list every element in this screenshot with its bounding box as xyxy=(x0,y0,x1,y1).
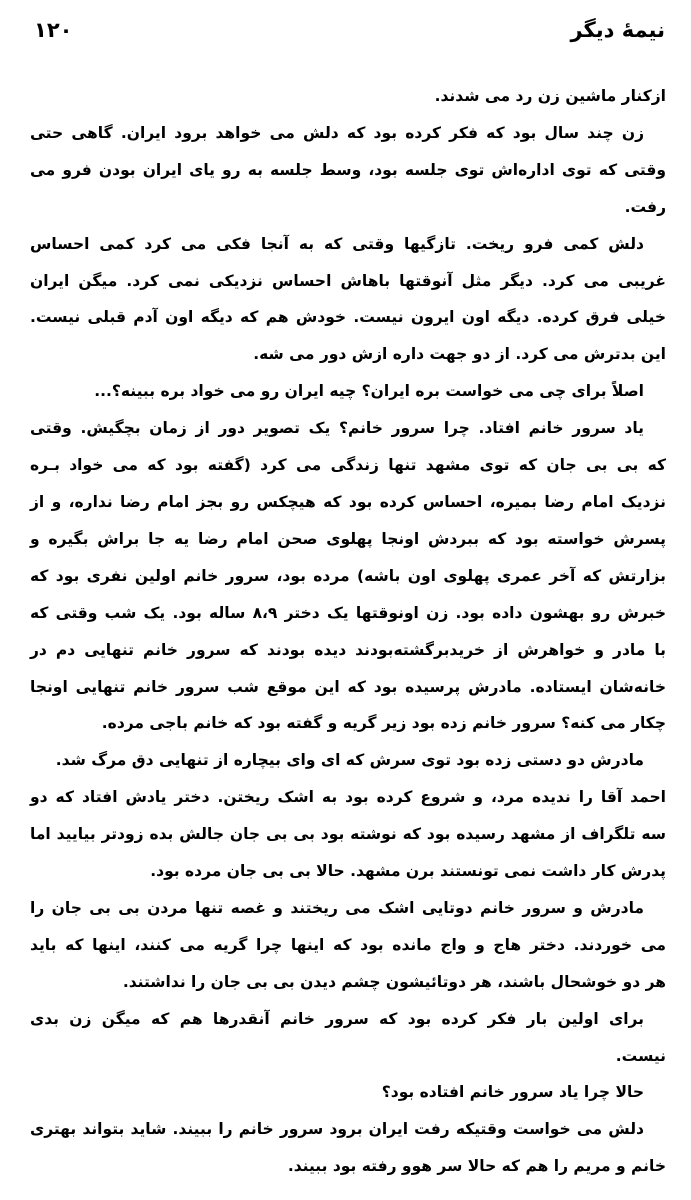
text-line: خانه‌شان ایستاده. مادرش پرسیده بود که این موقع شب سرور خانم تنهایی اونجا xyxy=(30,677,666,696)
text-line: برای اولین بار فکر کرده بود که سرور خانم آنقدرها هم که میگن زن بدی xyxy=(30,1009,644,1028)
text-line: خبرش رو بهشون داده بود. زن اونوقتها یک دختر ۸،۹ ساله بود. یک شب وقتی که xyxy=(30,603,666,622)
text-line: حالا چرا یاد سرور خانم افتاده بود؟ xyxy=(381,1083,644,1102)
text-line: غریبی می کرد. دیگر مثل آنوقتها باهاش احساس نزدیکی نمی کرد. میگن ایران xyxy=(30,271,666,290)
text-line: خانم و مریم را هم که حالا سر هوو رفته بود ببیند. xyxy=(287,1157,666,1176)
text-line: سه تلگراف از مشهد رسیده بود که نوشته بود بی بی جان جالش بده زودتر بیایید اما xyxy=(30,825,666,844)
text-line: اصلاً برای چی می خواست بره ایران؟ چیه ایران رو می خواد بره ببینه؟... xyxy=(94,382,644,401)
text-line: پسرش خواسته بود که ببردش اونجا پهلوی صحن امام رضا یه جا براش بگیره و xyxy=(30,529,666,548)
text-line: هر دو خوشحال باشند، هر دوتائیشون چشم دیدن بی بی جان را نداشتند. xyxy=(122,972,666,991)
text-line: مادرش و سرور خانم دوتایی اشک می ریختند و غصه تنها مردن بی بی جان را xyxy=(30,898,644,917)
text-line: دلش کمی فرو ریخت. تازگیها وقتی که به آنجا فکی می کرد کمی احساس xyxy=(30,234,644,253)
text-line: مادرش دو دستی زده بود توی سرش که ای وای بیچاره از تنهایی دق مرگ شد. xyxy=(55,751,644,770)
page-body-text xyxy=(30,78,666,1185)
text-line: این بدترش می کرد. از دو جهت داره ازش دور می شه. xyxy=(253,345,666,364)
text-line: وقتی که توی اداره‌اش توی جلسه بود، وسط جلسه به رو یای ایران بودن فرو می xyxy=(30,160,666,179)
text-line: خیلی فرق کرده. دیگه اون ایرون نیست. خودش هم که دیگه اون آدم قبلی نیست. xyxy=(30,308,666,327)
running-head-title: نیمهٔ دیگر xyxy=(570,18,665,42)
text-line: پدرش کار داشت نمی تونستند برن مشهد. حالا بی بی جان مرده بود. xyxy=(150,862,666,881)
text-line: می خوردند. دختر هاج و واج مانده بود که اینها چرا گریه می کنند، اینها که باید xyxy=(30,935,666,954)
text-line: بزارتش که آخر عمری پهلوی اون باشه) مرده بود، سرور خانم اولین نفری بود که xyxy=(30,566,666,585)
text-line: یاد سرور خانم افتاد. چرا سرور خانم؟ یک تصویر دور از زمان بچگیش. وقتی xyxy=(30,419,644,438)
text-line: ازکنار ماشین زن رد می شدند. xyxy=(434,87,666,105)
text-line: احمد آقا را ندیده مرد، و شروع کرده بود به اشک ریختن. دختر یادش افتاد که دو xyxy=(30,788,666,807)
text-line: دلش می خواست وقتیکه رفت ایران برود سرور خانم را ببیند. شاید بتواند بهتری xyxy=(30,1120,644,1139)
text-line: چکار می کنه؟ سرور خانم زده بود زیر گریه و گفته بود که خانم باجی مرده. xyxy=(101,714,666,733)
text-line: با مادر و خواهرش از خریدبرگشته‌بودند دیده بودند که سرور خانم تنهایی دم در xyxy=(30,640,666,659)
text-line: نزدیک امام رضا بمیره، احساس کرده بود که هیچکس رو بجز امام رضا نداره، و از xyxy=(30,492,666,511)
text-line: نیست. xyxy=(615,1046,666,1065)
text-line: رفت. xyxy=(624,197,666,216)
text-line: زن چند سال بود که فکر کرده بود که دلش می خواهد برود ایران. گاهی حتی xyxy=(30,123,644,142)
text-line: که بی بی جان که توی مشهد تنها زندگی می کرد (گفته بود که می خواد بـره xyxy=(30,456,666,475)
page-number: ۱۲۰ xyxy=(34,18,73,42)
